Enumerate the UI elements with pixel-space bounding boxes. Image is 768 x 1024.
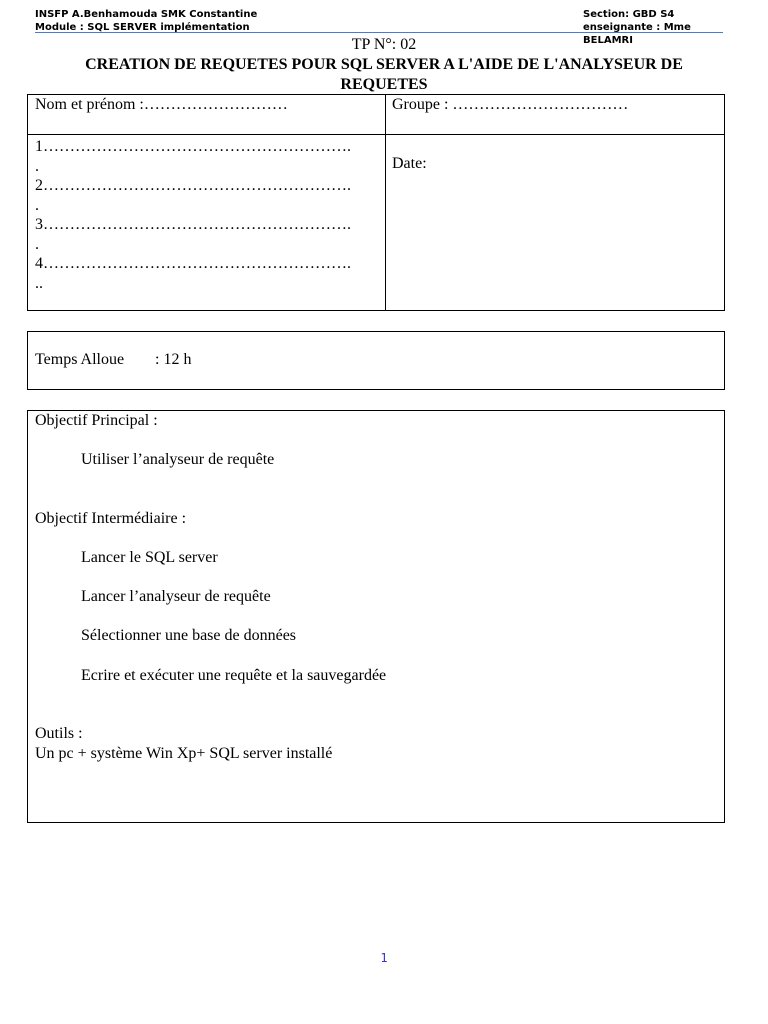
student-line-2-cont: . xyxy=(35,196,39,214)
row-divider xyxy=(28,134,724,135)
intermediate-item-1: Lancer le SQL server xyxy=(81,549,218,566)
institution-name: INSFP A.Benhamouda SMK Constantine xyxy=(35,9,258,20)
student-line-2: 2…………………………………………………. xyxy=(35,177,351,194)
date-field-label: Date: xyxy=(392,155,427,172)
main-objective-item: Utiliser l’analyseur de requête xyxy=(81,451,275,468)
title-line-2: REQUETES xyxy=(340,76,428,93)
intermediate-item-4: Ecrire et exécuter une requête et la sauvegardée xyxy=(81,667,387,684)
student-line-4-cont: .. xyxy=(35,274,43,292)
intermediate-item-2: Lancer l’analyseur de requête xyxy=(81,588,271,605)
tp-number: TP N°: 02 xyxy=(351,36,417,53)
intermediate-objective-label: Objectif Intermédiaire : xyxy=(35,510,187,527)
teacher-label: enseignante : Mme BELAMRI xyxy=(583,22,691,46)
student-lines xyxy=(35,137,351,293)
document-title xyxy=(30,55,738,95)
time-box xyxy=(27,331,725,390)
header-left xyxy=(35,8,257,34)
page-number: 1 xyxy=(380,951,388,965)
student-line-4: 4…………………………………………………. xyxy=(35,255,351,272)
time-label: Temps Alloue xyxy=(35,351,125,368)
student-line-3: 3…………………………………………………. xyxy=(35,216,351,233)
title-line-1: CREATION DE REQUETES POUR SQL SERVER A L'AIDE DE L'ANALYSEUR DE xyxy=(85,56,683,73)
column-divider xyxy=(385,95,386,310)
objectives-box xyxy=(27,410,725,823)
group-field-label: Groupe : …………………………… xyxy=(392,96,629,113)
time-value: : 12 h xyxy=(155,351,192,368)
student-line-1: 1…………………………………………………. xyxy=(35,138,351,155)
tools-label: Outils : xyxy=(35,725,83,742)
section-label: Section: GBD S4 xyxy=(583,9,675,20)
student-line-3-cont: . xyxy=(35,235,39,253)
tools-text: Un pc + système Win Xp+ SQL server installé xyxy=(35,745,333,762)
intermediate-item-3: Sélectionner une base de données xyxy=(81,627,297,644)
student-info-table xyxy=(27,94,725,311)
name-field-label: Nom et prénom :……………………… xyxy=(35,96,288,113)
main-objective-label: Objectif Principal : xyxy=(35,412,158,429)
module-name: Module : SQL SERVER implémentation xyxy=(35,22,250,33)
student-line-1-cont: . xyxy=(35,157,39,175)
